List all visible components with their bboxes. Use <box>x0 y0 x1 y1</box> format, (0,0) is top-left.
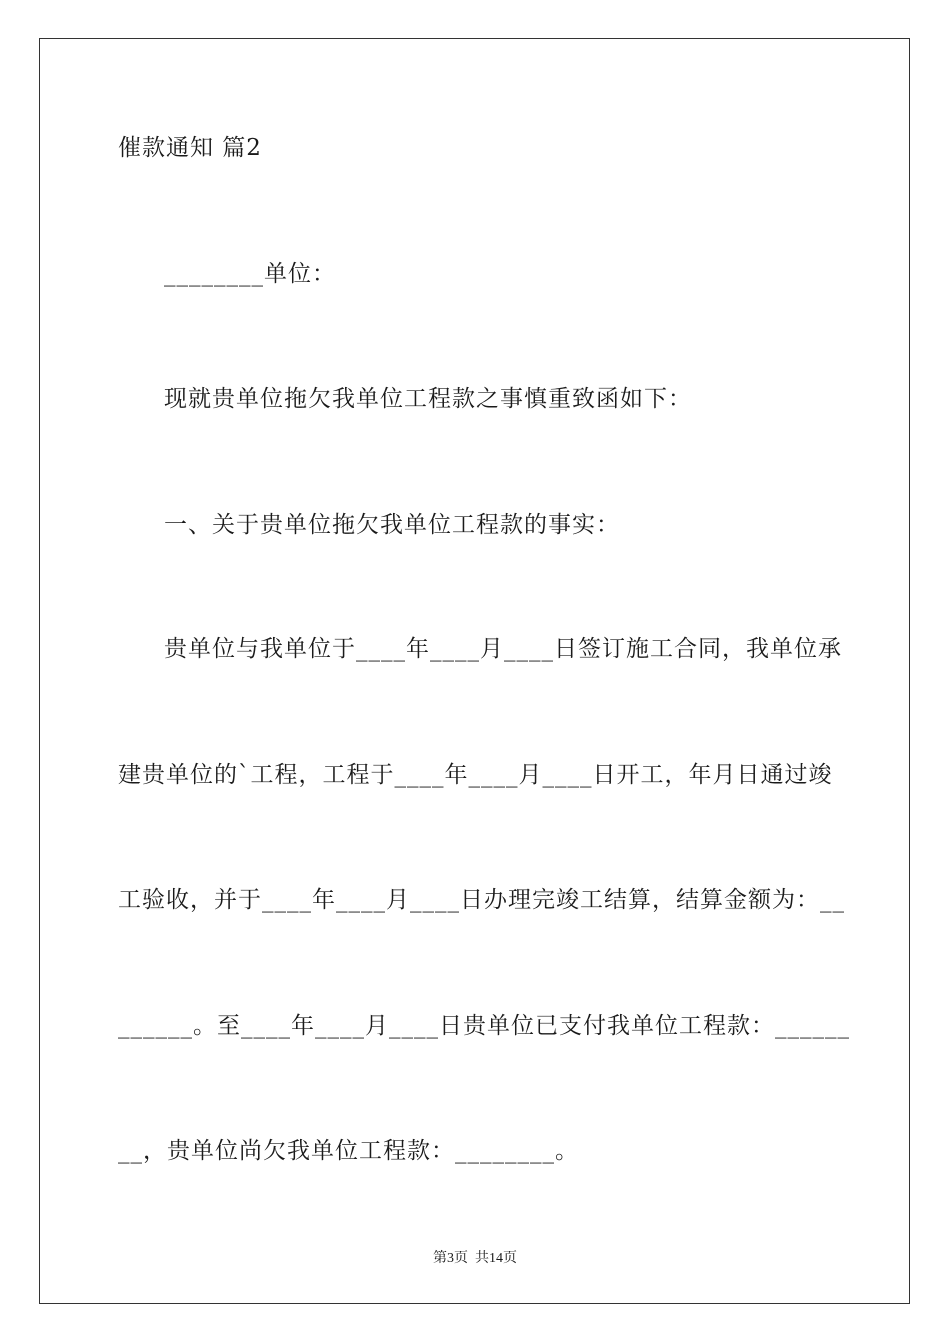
body-line-2: 建贵单位的`工程，工程于____年____月____日开工，年月日通过竣 <box>118 762 833 788</box>
page-footer: 第3页 共14页 <box>433 1251 517 1266</box>
body-line-1: 贵单位与我单位于____年____月____日签订施工合同，我单位承 <box>164 636 842 662</box>
page-border <box>39 38 910 1304</box>
body-line-3: 工验收，并于____年____月____日办理完竣工结算，结算金额为：__ <box>118 887 845 913</box>
body-line-4: ______。至____年____月____日贵单位已支付我单位工程款：______ <box>118 1013 850 1039</box>
document-heading: 催款通知 篇2 <box>118 135 262 161</box>
section-1-title: 一、关于贵单位拖欠我单位工程款的事实： <box>164 512 620 538</box>
addressee-line: ________单位： <box>164 261 336 287</box>
intro-paragraph: 现就贵单位拖欠我单位工程款之事慎重致函如下： <box>164 386 692 412</box>
body-line-5: __，贵单位尚欠我单位工程款：________。 <box>118 1138 579 1164</box>
